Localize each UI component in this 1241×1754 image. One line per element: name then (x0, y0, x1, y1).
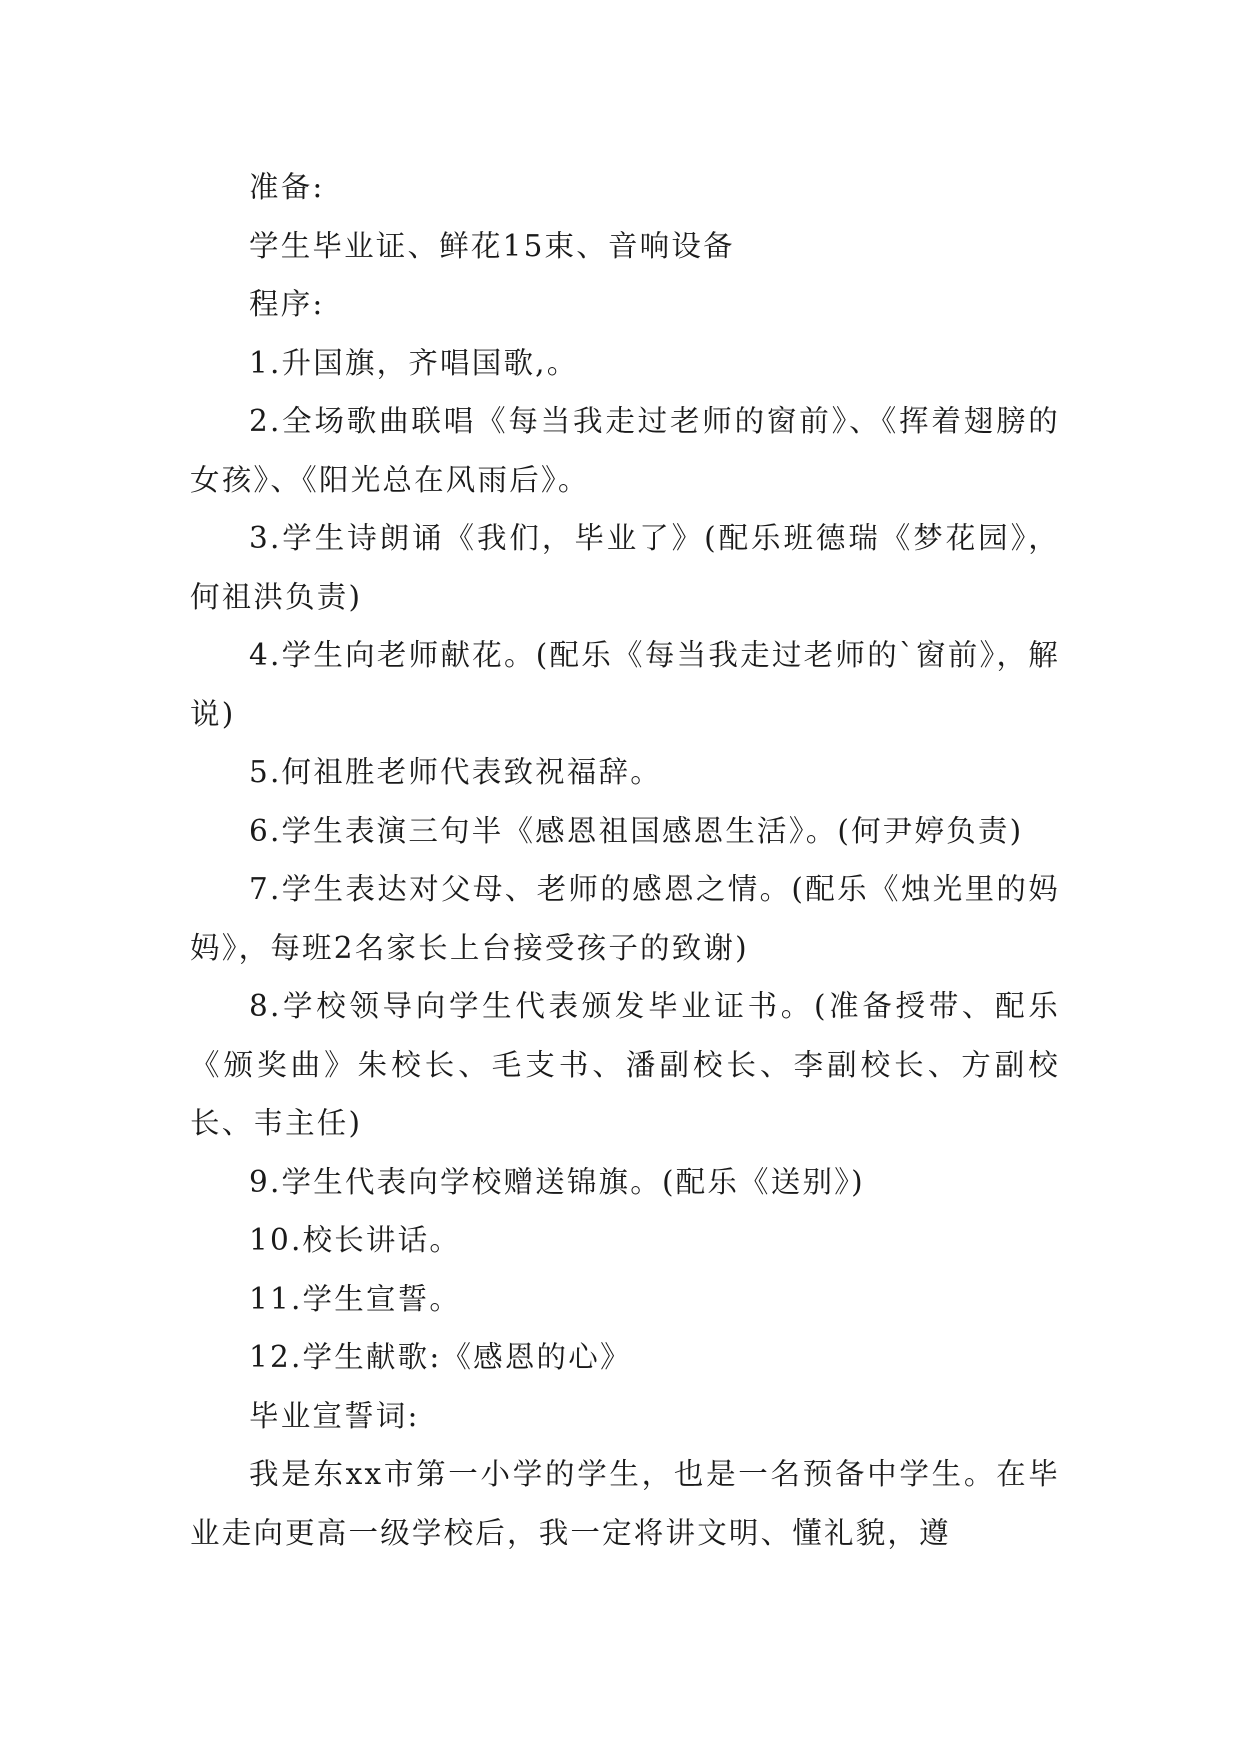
paragraph-oath-text: 我是东xx市第一小学的学生，也是一名预备中学生。在毕业走向更高一级学校后，我一定将讲文明、懂礼貌，遵 (190, 1457, 1060, 1550)
program-item-1: 1.升国旗，齐唱国歌,。 (249, 345, 579, 380)
program-item-7: 7.学生表达对父母、老师的感恩之情。(配乐《烛光里的妈妈》，每班2名家长上台接受孩子的致谢) (190, 872, 1060, 965)
program-item-5: 5.何祖胜老师代表致祝福辞。 (249, 755, 662, 789)
program-item-10: 10.校长讲话。 (249, 1223, 462, 1257)
program-item-12: 12.学生献歌:《感恩的心》 (249, 1340, 632, 1374)
program-item-6: 6.学生表演三句半《感恩祖国感恩生活》。(何尹婷负责) (249, 813, 1024, 848)
paragraph-oath-heading: 毕业宣誓词: (249, 1398, 420, 1433)
program-item-2: 2.全场歌曲联唱《每当我走过老师的窗前》、《挥着翅膀的女孩》、《阳光总在风雨后》。 (190, 404, 1060, 497)
document-body (190, 158, 1060, 1562)
program-item-8: 8.学校领导向学生代表颁发毕业证书。(准备授带、配乐《颁奖曲》朱校长、毛支书、潘副校长、李副校长、方副校长、韦主任) (190, 989, 1060, 1140)
program-item-4: 4.学生向老师献花。(配乐《每当我走过老师的`窗前》，解说) (190, 638, 1060, 731)
program-item-3: 3.学生诗朗诵《我们，毕业了》(配乐班德瑞《梦花园》，何祖洪负责) (190, 521, 1060, 614)
paragraph-program-heading: 程序: (249, 287, 325, 321)
paragraph-preparation-items: 学生毕业证、鲜花15束、音响设备 (249, 228, 735, 263)
program-item-9: 9.学生代表向学校赠送锦旗。(配乐《送别》) (249, 1164, 865, 1199)
paragraph-preparation-heading: 准备: (249, 170, 325, 204)
program-item-11: 11.学生宣誓。 (249, 1281, 462, 1316)
